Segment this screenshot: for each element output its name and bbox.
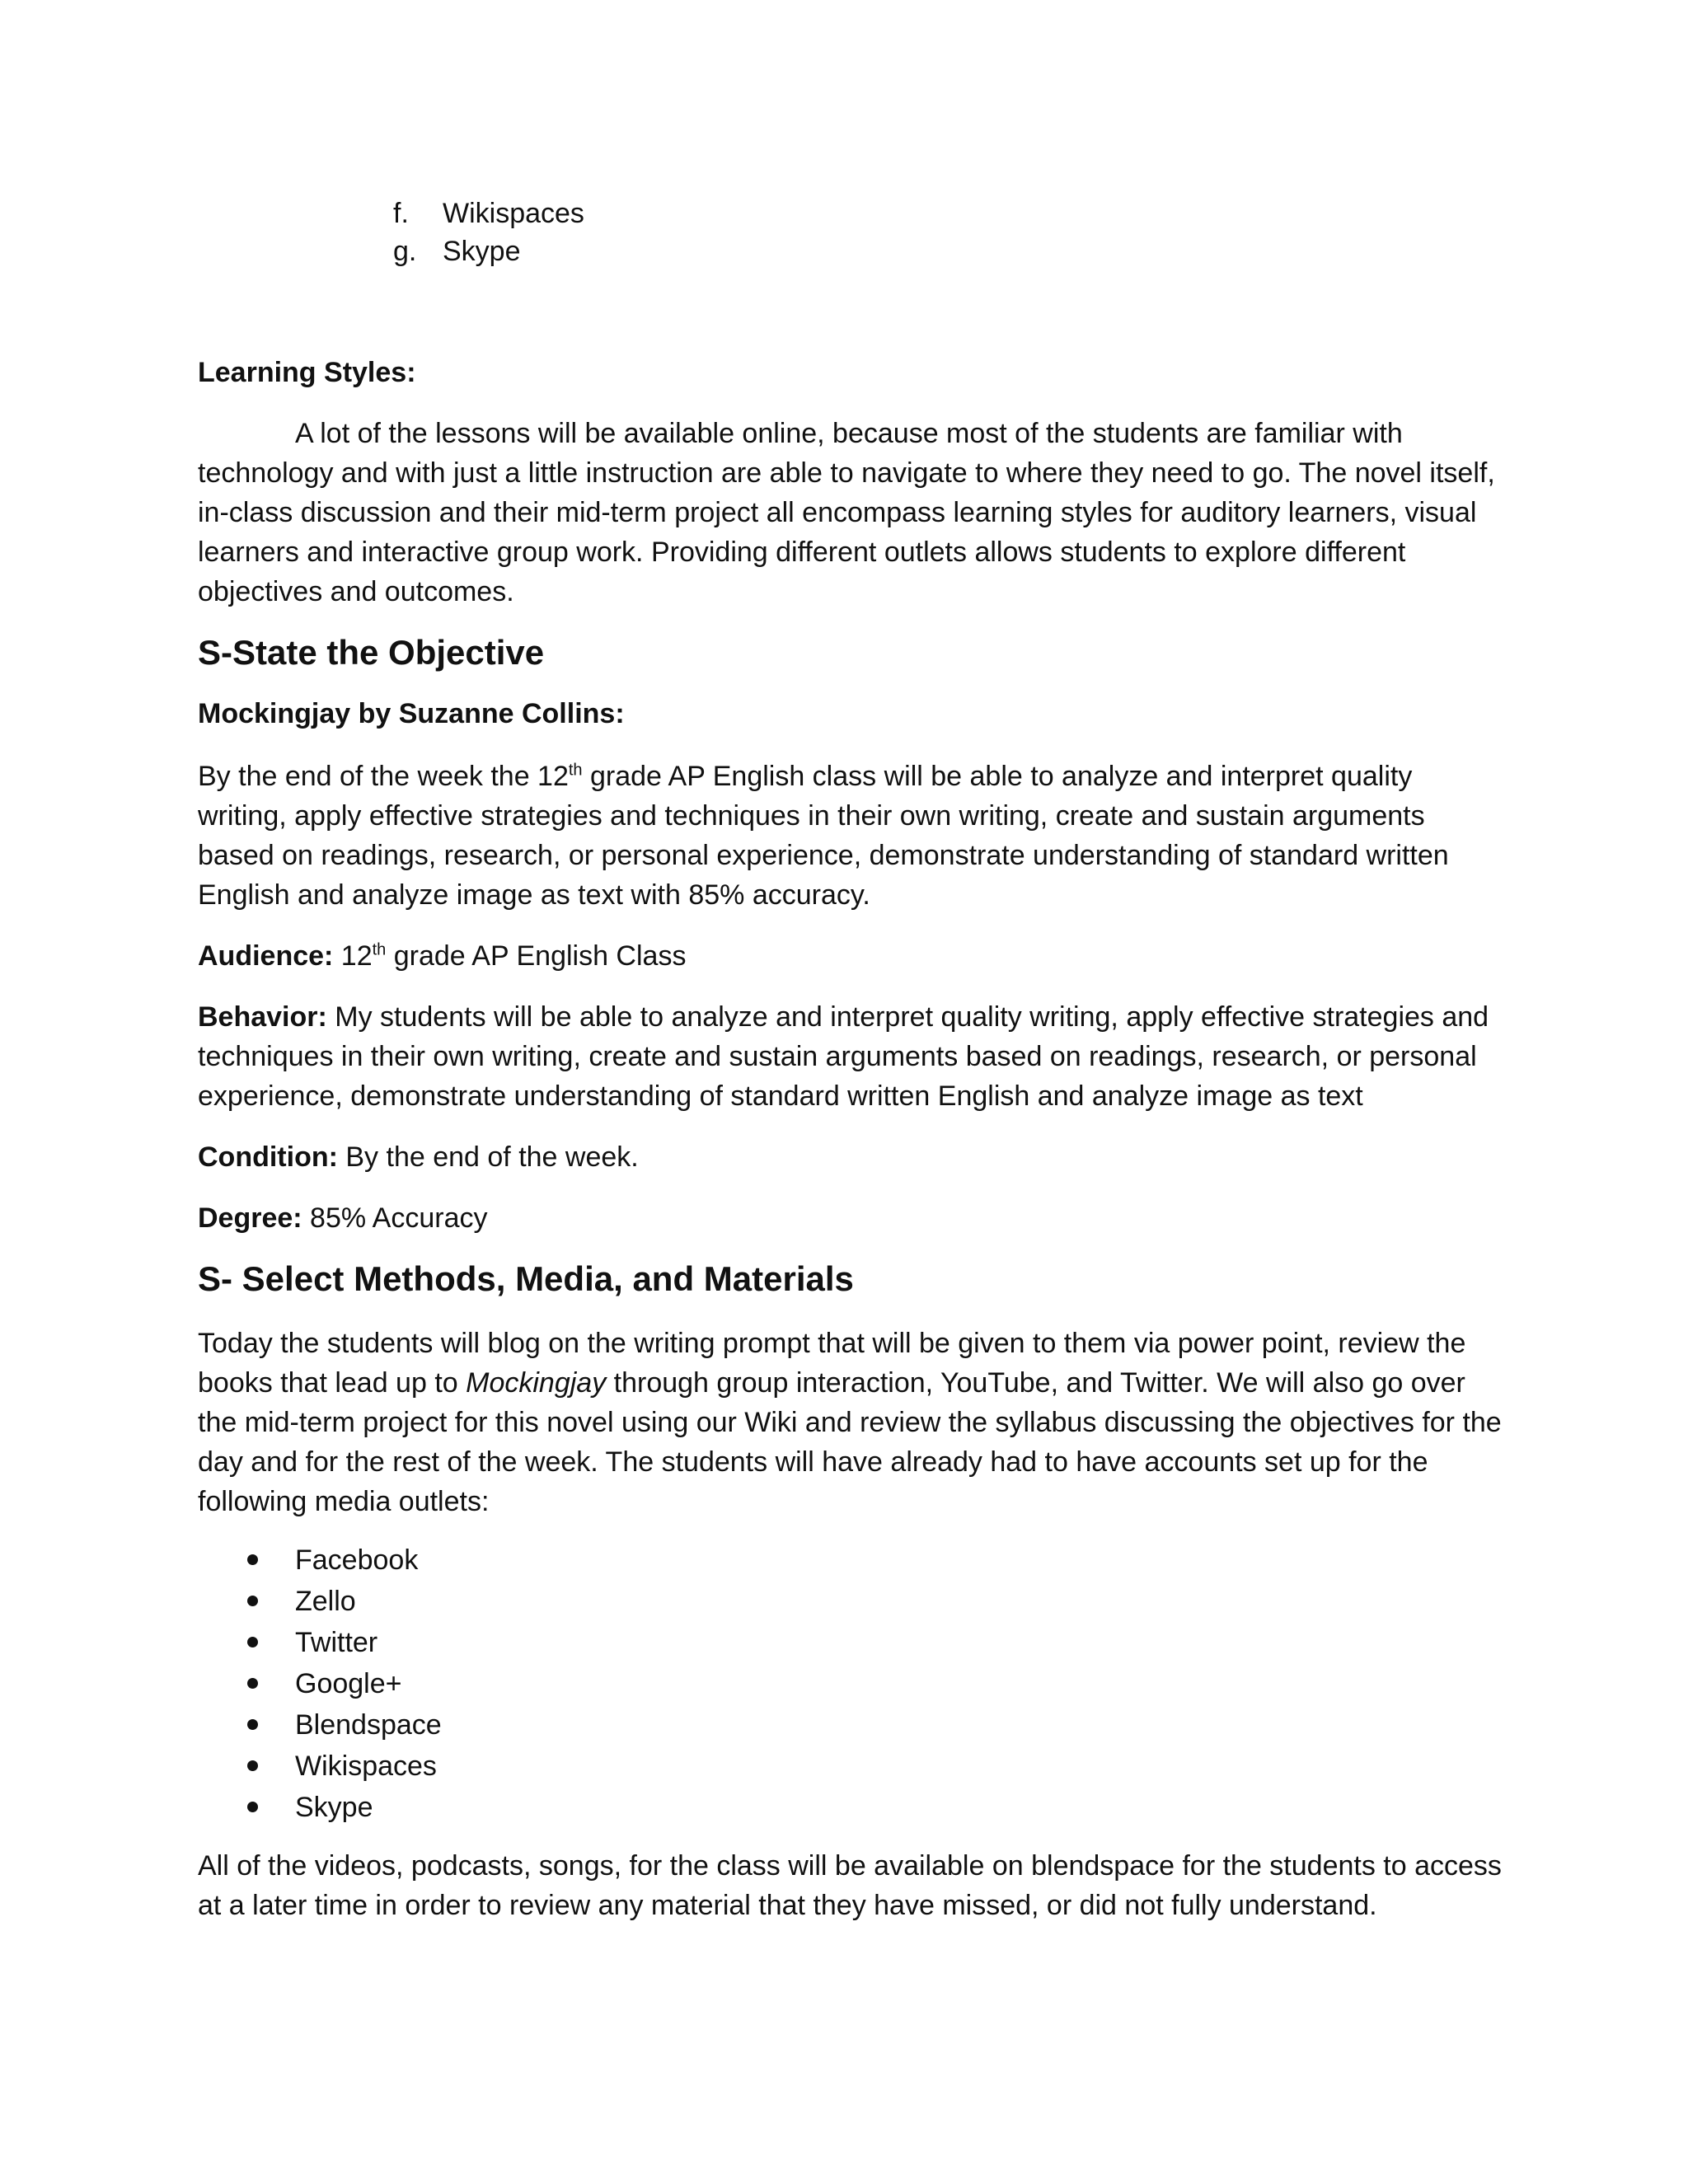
learning-styles-heading: Learning Styles: <box>198 357 416 388</box>
closing-paragraph: All of the videos, podcasts, songs, for the class will be available on blendspace for the students to access at a later time in order to review any material that they have missed, or did not fully understand. <box>198 1850 1502 1921</box>
degree-text: 85% Accuracy <box>302 1202 488 1234</box>
list-item-text: Google+ <box>295 1668 402 1699</box>
list-item <box>198 1540 1504 1581</box>
list-item <box>198 1622 1504 1663</box>
degree-line <box>198 1198 1504 1238</box>
condition-line <box>198 1137 1504 1177</box>
behavior-text: My students will be able to analyze and interpret quality writing, apply effective strategies and techniques in their own writing, create and sustain arguments based on readings, research, or personal experience, demonstrate understanding of standard written English and analyze image as text <box>198 1001 1489 1112</box>
list-item <box>198 1704 1504 1746</box>
methods-text-rest: through group interaction, YouTube, and Twitter. We will also go over the mid-term project for this novel using our Wiki and review the syllabus discussing the objectives for the day and for the rest of the week. The students will have already had to have accounts set up for the following media outlets: <box>198 1367 1502 1517</box>
methods-text-start: Today the students will blog on the writing prompt that will be given to them via power point, review the books that lead up to <box>198 1328 1466 1399</box>
list-item-text: Blendspace <box>295 1709 442 1741</box>
ordinal-suffix: th <box>372 940 387 959</box>
behavior-paragraph <box>198 997 1504 1116</box>
ordinal-suffix: th <box>568 761 583 780</box>
list-item <box>198 1581 1504 1622</box>
bullet-icon <box>247 1719 258 1730</box>
audience-line <box>198 936 1504 976</box>
bullet-icon <box>247 1554 258 1565</box>
audience-label: Audience: <box>198 940 334 972</box>
condition-label: Condition: <box>198 1141 338 1173</box>
state-objective-heading: S-State the Objective <box>198 633 545 672</box>
methods-paragraph <box>198 1324 1504 1521</box>
behavior-label: Behavior: <box>198 1001 327 1033</box>
bullet-icon <box>247 1802 258 1812</box>
list-item <box>198 232 1504 270</box>
list-item-text: Skype <box>295 1792 373 1823</box>
degree-label: Degree: <box>198 1202 302 1234</box>
audience-grade: 12 <box>333 940 373 972</box>
book-title-italic: Mockingjay <box>466 1367 607 1399</box>
list-item-text: Wikispaces <box>295 1750 437 1782</box>
list-item <box>198 1746 1504 1787</box>
list-item-marker: f. <box>393 198 409 229</box>
objective-paragraph <box>198 757 1504 915</box>
select-methods-heading: S- Select Methods, Media, and Materials <box>198 1259 854 1298</box>
objective-text-rest: grade AP English class will be able to analyze and interpret quality writing, apply effective strategies and techniques in their own writing, create and sustain arguments based on readings, research, or personal experience, demonstrate understanding of standard written English and analyze image as text with 85% accuracy. <box>198 761 1449 911</box>
bullet-icon <box>247 1760 258 1771</box>
audience-rest: grade AP English Class <box>386 940 687 972</box>
list-item <box>198 1663 1504 1704</box>
bullet-icon <box>247 1678 258 1689</box>
learning-styles-paragraph: A lot of the lessons will be available online, because most of the students are familiar with technology and with just a little instruction are able to navigate to where they need to go. The novel itself, in-class discussion and their mid-term project all encompass learning styles for auditory learners, visual learners and interactive group work. Providing different outlets allows students to explore different objectives and outcomes. <box>198 418 1495 607</box>
book-subheading: Mockingjay by Suzanne Collins: <box>198 698 625 729</box>
continued-ordered-list <box>198 194 1504 270</box>
condition-text: By the end of the week. <box>337 1141 639 1173</box>
list-item-text: Facebook <box>295 1544 419 1576</box>
bullet-icon <box>247 1637 258 1647</box>
list-item <box>198 194 1504 232</box>
list-item-text: Zello <box>295 1586 356 1617</box>
list-item <box>198 1787 1504 1828</box>
media-outlets-list <box>198 1540 1504 1828</box>
list-item-text: Skype <box>443 236 521 267</box>
objective-text-start: By the end of the week the 12 <box>198 761 569 792</box>
bullet-icon <box>247 1596 258 1606</box>
list-item-text: Twitter <box>295 1627 378 1658</box>
list-item-marker: g. <box>393 236 417 267</box>
list-item-text: Wikispaces <box>443 198 584 229</box>
document-content <box>198 194 1504 1925</box>
